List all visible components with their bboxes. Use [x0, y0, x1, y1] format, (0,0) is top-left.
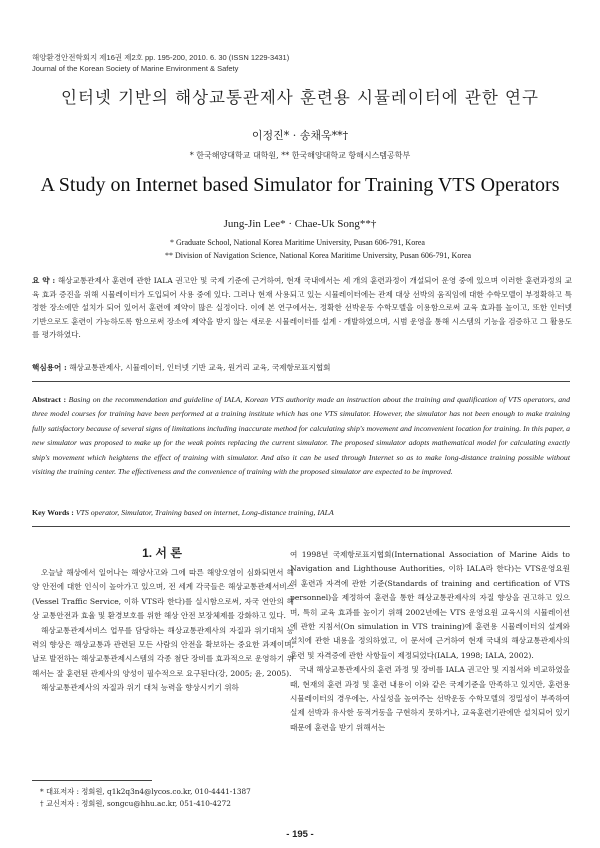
section-heading: 1. 서 론	[142, 546, 182, 560]
paragraph: 오늘날 해상에서 일어나는 해양사고와 그에 따른 해양오염이 심화되면서 해양 안전에 대한 인식이 높아가고 있으며, 전 세계 각국들은 해상교통관제서비스(Vessel Traffic Service, 이하 VTS라 한다)를 실시함으로써, 자국 연안의 해상 교통안전과 효율 및 환경보호를 위한 해상 안전 보장체제를 강화하고 있다.	[32, 568, 294, 621]
affiliation-english-2: ** Division of Navigation Science, National Korea Maritime University, Pusan 606-791, Korea	[165, 251, 472, 260]
keywords-korean-text: 해상교통관제사, 시뮬레이터, 인터넷 기반 교육, 원거리 교육, 국제항로표지협회	[69, 363, 331, 372]
affiliation-english-1: * Graduate School, National Korea Maritime University, Pusan 606-791, Korea	[170, 238, 425, 247]
title-korean: 인터넷 기반의 해상교통관제사 훈련용 시뮬레이터에 관한 연구	[61, 88, 539, 107]
paragraph: 해상교통관제서비스 업무를 담당하는 해상교통관제사의 자질과 위기대처 능력의 향상은 해상교통과 관련된 모든 사람의 안전을 확보하는 중요한 과제이며, 날로 발전하는 해상교통관제시스템의 각종 첨단 장비를 효과적으로 운영하기 위해서는 잘 훈련된 관제사의 양성이 필수적으로 요구된다(강, 2005; 윤, 2005).	[32, 625, 294, 678]
keywords-korean-label: 핵심용어 :	[32, 363, 67, 372]
journal-name: Journal of the Korean Society of Marine Environment & Safety	[32, 64, 239, 73]
authors-english: Jung-Jin Lee* · Chae-Uk Song**†	[223, 218, 377, 230]
abstract-english-label: Abstract :	[32, 395, 67, 404]
footnotes	[40, 786, 251, 810]
divider-bottom	[32, 526, 570, 527]
abstract-english	[32, 393, 570, 479]
footnote-divider	[32, 780, 152, 781]
paragraph: 여 1998년 국제항로표지협회(International Association of Marine Aids to Navigation and Lighthouse Authorities, 이하 IALA라 한다)는 VTS운영요원의 훈련과 자격에 관한 기준(Standards of training and certification of VTS personnel)을 제정하여 훈련을 통한 해상교통관제사의 자질 향상을 권고하고 있으며, 특히 교육 효과를 높이기 위해 2002년에는 VTS 운영요원 교육시의 시뮬레이션에 관한 지침서(On simulation in VTS training)에 훈련용 시뮬레이터의 설계와 설치에 관한 내용을 정의하였고, 이 문서에 근거하여 현재 국내의 해상교통관제사의 훈련 및 자격증에 관한 사항들이 제정되었다(IALA, 1998; IALA, 2002).	[290, 550, 570, 660]
paragraph: 국내 해상교통관제사의 훈련 과정 및 장비를 IALA 권고안 및 지침서와 비교하였을 때, 현재의 훈련 과정 및 훈련 내용이 이와 같은 국제기준을 만족하고 있지만, 훈련용 시뮬레이터의 경우에는, 사실성을 높여주는 선박운동 수학모델의 정밀성이 부족하여 실제 선박과 유사한 동적거동을 구현하지 못하거나, 교육훈련기관에만 설치되어 있기 때문에 훈련을 받기 위해서는	[290, 665, 570, 732]
abstract-korean	[32, 274, 572, 342]
authors-korean: 이정진* · 송채욱**†	[251, 129, 349, 142]
affiliation-english	[165, 236, 570, 262]
abstract-korean-label: 요 약 :	[32, 276, 56, 285]
title-english: A Study on Internet based Simulator for Training VTS Operators	[40, 174, 560, 196]
divider-top	[32, 381, 570, 382]
paragraph: 해상교통관제사의 자질과 위기 대처 능력을 향상시키기 위하	[41, 683, 239, 693]
keywords-english	[32, 508, 572, 517]
keywords-english-label: Key Words :	[32, 508, 74, 517]
abstract-korean-text: 해상교통관제사 훈련에 관한 IALA 권고안 및 국제 기준에 근거하여, 현재 국내에서는 세 개의 훈련과정이 개설되어 운영 중에 있으며 이러한 훈련과정의 교육 효과 증진을 위해 시뮬레이터가 도입되어 사용 중에 있다. 그러나 현재 사용되고 있는 시뮬레이터에는 관제 대상 선박의 움직임에 대한 수학모델이 부정확하고 특정한 장소에만 설치가 되어 있어서 훈련에 제약이 많은 실정이다. 이에 본 연구에서는, 정확한 선박운동 수학모델을 이용함으로써 교육 효과를 높이고, 또한 인터넷 기반으로도 훈련이 가능하도록 함으로써 장소에 제약을 받지 않는 새로운 시뮬레이터를 설계 · 개발하였으며, 시범 운영을 통해 시스템의 기능을 검증하고 그 활용도를 평가하였다.	[32, 276, 573, 340]
journal-header	[32, 52, 289, 74]
footnote-author: * 대표저자 : 정회원, q1k2q3n4@lycos.co.kr, 010-4441-1387	[40, 787, 251, 796]
footnote-corresponding: † 교신저자 : 정회원, songcu@hhu.ac.kr, 051-410-4272	[40, 799, 231, 808]
keywords-english-text: VTS operator, Simulator, Training based on internet, Long-distance training, IALA	[75, 508, 334, 517]
journal-citation: 해양환경안전학회지 제16권 제2호 pp. 195-200, 2010. 6. 30 (ISSN 1229-3431)	[32, 53, 290, 62]
body-column-right	[290, 548, 570, 735]
page-number: - 195 -	[286, 829, 314, 840]
keywords-korean	[32, 362, 572, 373]
abstract-english-text: Basing on the recommendation and guideline of IALA, Korean VTS authority made an instruction about the training and qualification of VTS operators, and three model courses for training have been performed at a training institute which has one VTS simulator. However, the simulator has not been enough to make training fully satisfactory because of several signs of limitations including inaccurate method for calculating ship's movement and inconvenient location for training. In this paper, a new simulator was proposed to make up for the weak points replacing the current simulator. The proposed simulator adopts mathematical model for calculating exactly ship's movement which heightens the effect of training with simulator. And also it can be used through Internet so as to make long-distance training possible without visiting the training center. The effectiveness and the convenience of training with the proposed simulator are expected to be improved.	[32, 395, 570, 477]
affiliation-korean: * 한국해양대학교 대학원, ** 한국해양대학교 항해시스템공학부	[189, 151, 411, 160]
body-column-left	[32, 566, 294, 696]
